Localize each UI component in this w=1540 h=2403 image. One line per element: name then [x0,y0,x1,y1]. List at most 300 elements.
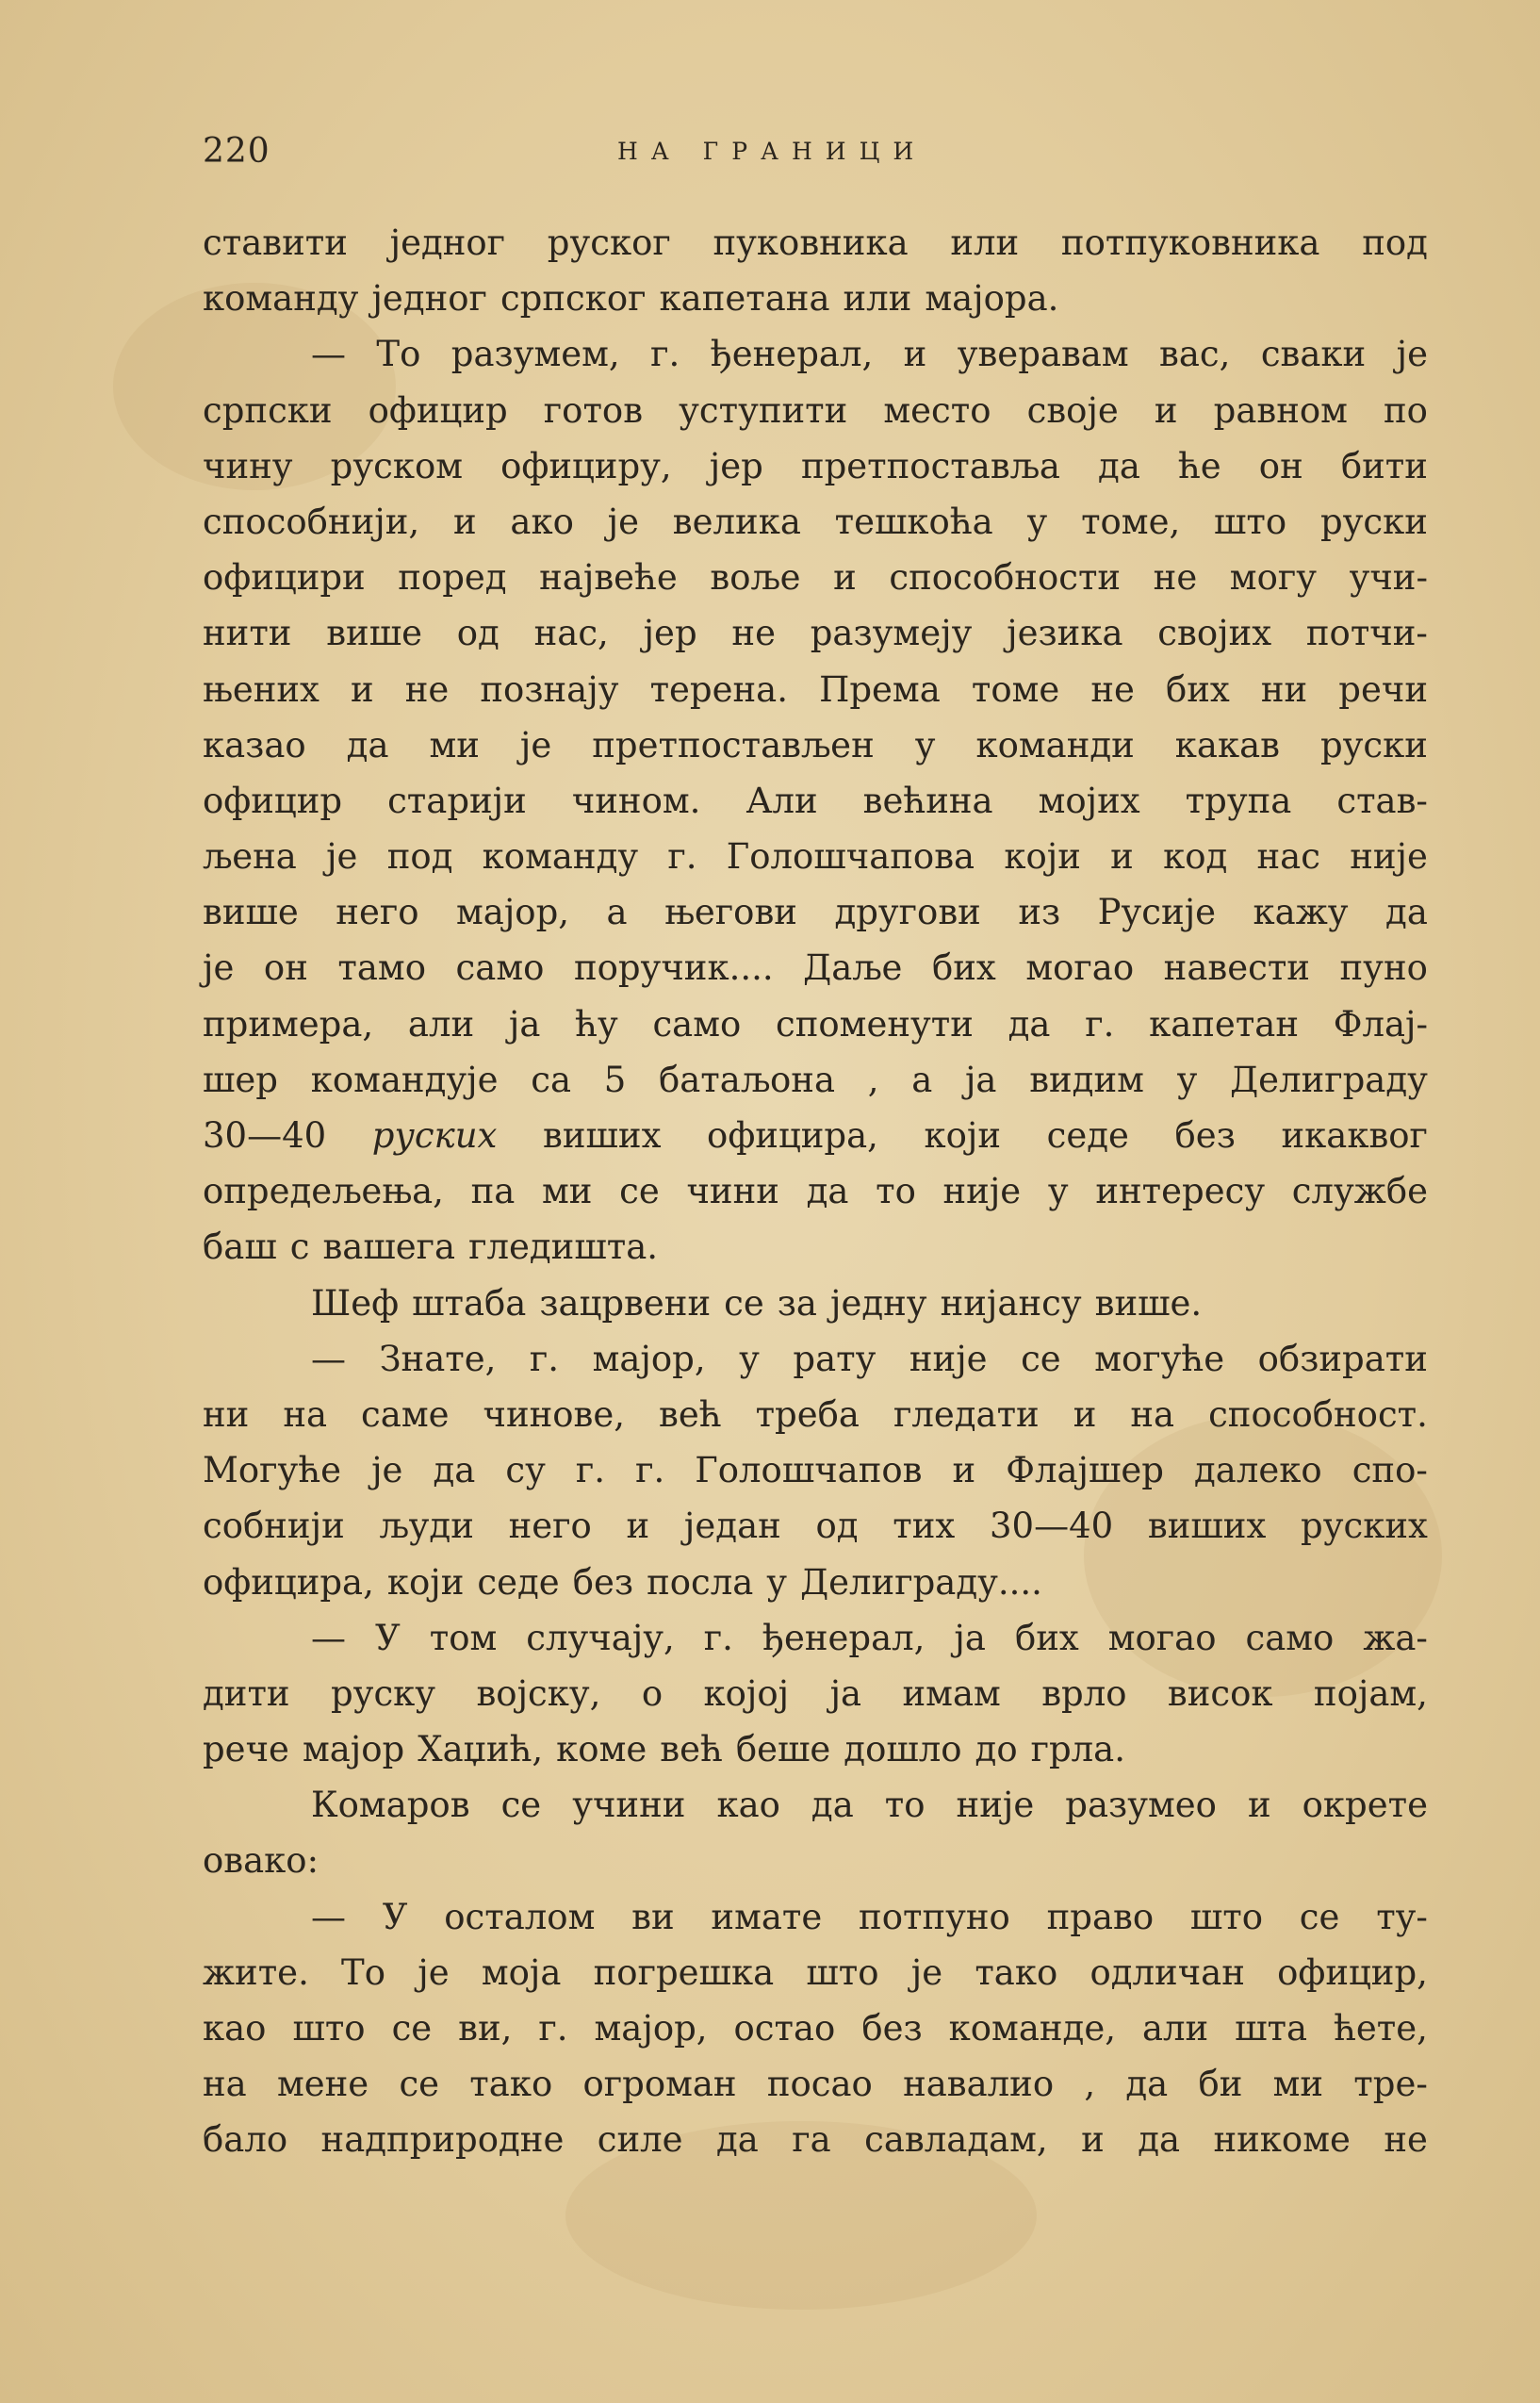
text-line [203,550,1428,605]
word: ђенерал, [710,334,874,375]
word: тре- [1353,2064,1428,2105]
text-line [203,383,1428,438]
word: на [1130,1393,1175,1435]
word: какав [1174,724,1280,765]
word: не [731,613,776,654]
text-line [203,1331,1428,1387]
word: имате [711,1896,823,1937]
word: место [883,389,991,431]
word: Знате, [379,1338,497,1379]
word: и [1154,389,1178,431]
word: него [336,892,419,933]
text-line [203,2112,1428,2167]
word: у [1026,501,1048,542]
text-line [203,1889,1428,1945]
word: је [519,724,552,765]
word: ми [429,724,480,765]
word: него [508,1506,592,1547]
word: врло [1041,1672,1127,1714]
word: ако [510,501,574,542]
word: да [1125,2064,1169,2105]
word: официру, [500,445,672,486]
text-line [203,1387,1428,1442]
word: воље [710,557,801,599]
word: у [1176,1059,1198,1100]
text-line [203,1442,1428,1498]
word: спо- [1352,1450,1428,1491]
word: да [806,1171,849,1212]
word: на [203,2064,247,2105]
text-line [203,326,1428,382]
word: руских [1301,1506,1428,1547]
word: као [716,1785,780,1826]
word: се [1299,1896,1340,1937]
word: г. [650,334,680,375]
word: поред [398,557,507,599]
word: пуно [1339,947,1428,989]
word: већ [659,1393,722,1435]
word: једну [830,1282,927,1324]
text-line [203,1163,1428,1219]
word: ћу [575,1003,618,1045]
text-line [203,2056,1428,2112]
word: одличан [1089,1951,1245,1993]
word: више [326,613,423,654]
word: јер [709,445,763,486]
word: бих [1165,668,1230,710]
word: којој [703,1672,790,1714]
word: је [203,947,235,989]
word: је [371,1450,403,1491]
word: па [470,1171,516,1212]
word: том [429,1617,498,1658]
word: што [1189,1896,1264,1937]
word: о [641,1672,664,1714]
word: ћете, [1334,2008,1428,2049]
word: руску [330,1672,436,1714]
word: навести [1163,947,1310,989]
word: бити [1340,445,1428,486]
word: чину [203,445,293,486]
word: бало [203,2119,288,2161]
word: погрешка [593,1951,775,1993]
page-number: 220 [203,132,270,171]
word: за [777,1282,817,1324]
word: баш [203,1226,277,1268]
word: капетана [659,278,830,320]
word: официра, [203,1561,374,1603]
word: — [311,1338,346,1379]
word: он [1258,445,1303,486]
text-line [203,884,1428,940]
word: способности [889,557,1122,599]
word: г. [538,2008,568,2049]
word: став- [1336,780,1428,821]
word: бих [1014,1617,1079,1658]
text-line [203,829,1428,884]
word: могао [1107,1617,1217,1658]
word: ја [829,1672,862,1714]
word: чинове, [483,1393,626,1435]
word: ја [508,1003,541,1045]
word: његови [664,892,797,933]
word: се [399,2064,440,2105]
word: собнији [203,1506,345,1547]
word: ту- [1376,1896,1428,1937]
word: остао [733,2008,836,2049]
word: огроман [582,2064,737,2105]
word: се [391,2008,433,2049]
word: беше [735,1729,831,1770]
word: Комаров [311,1785,470,1826]
word: тих [893,1506,956,1547]
word: вас, [1159,334,1231,375]
word: Према [819,668,941,710]
word: јер [643,613,697,654]
word: не [1384,2119,1428,2161]
word: официра, [707,1115,878,1156]
word: — [311,334,346,375]
word: тамо [337,947,426,989]
word: је [418,1951,450,1993]
word: официр, [1277,1951,1428,1993]
word: трупа [1185,780,1292,821]
word: грла. [1030,1729,1125,1770]
word: терена. [649,668,788,710]
word: од [456,613,500,654]
word: разумео [1065,1785,1217,1826]
word: навалио [903,2064,1055,2105]
word: само [455,947,545,989]
word: српски [203,389,333,431]
word: официр [203,780,343,821]
word: ће [1177,445,1221,486]
word: седе [1046,1115,1129,1156]
word: имам [902,1672,1001,1714]
word: гледати [893,1393,1040,1435]
word: нијансу [940,1282,1082,1324]
text-line [203,773,1428,829]
word: да [1098,445,1140,486]
word: тако [975,1951,1058,1993]
word: и [952,1450,976,1491]
word: ђенерал, [762,1617,926,1658]
word: познају [480,668,619,710]
word: То [376,334,421,375]
word: старији [387,780,527,821]
word: осталом [444,1896,596,1937]
word: батаљона [658,1059,836,1100]
word: рече [203,1729,289,1770]
word: примера, [203,1003,374,1045]
word: виших [1147,1506,1267,1547]
word: мене [276,2064,369,2105]
word: који [924,1115,1002,1156]
word: казао [203,724,306,765]
word: ви [631,1896,675,1937]
word: један [683,1506,781,1547]
word: и [903,334,927,375]
word: споменути [776,1003,974,1045]
word: не [1153,557,1198,599]
word: жите. [203,1951,309,1993]
word: руског [547,222,671,263]
word: г. [667,836,697,878]
word: далеко [1194,1450,1322,1491]
word: треба [755,1393,860,1435]
word: ставити [203,222,348,263]
word: рату [793,1338,876,1379]
word: који [1004,836,1081,878]
word: г. [635,1450,665,1491]
word: Шеф [311,1282,400,1324]
word: у [766,1561,788,1603]
word: потчи- [1305,613,1428,654]
word: гледишта. [468,1226,659,1268]
word: да [1138,2119,1181,2161]
word: опредељења, [203,1171,444,1212]
word: окрете [1302,1785,1428,1826]
word: без [861,2008,923,2049]
word: није [942,1171,1022,1212]
word: који [386,1561,465,1603]
word: и [626,1506,650,1547]
word: ја [954,1617,986,1658]
word: мајор, [594,2008,708,2049]
word: тако [469,2064,553,2105]
word: могао [1025,947,1135,989]
word: — [311,1617,346,1658]
word: право [1046,1896,1155,1937]
word: од [815,1506,859,1547]
word: се [619,1171,660,1212]
word: и [1073,1393,1097,1435]
word: али [407,1003,475,1045]
word: учини [572,1785,686,1826]
word: по [1384,389,1428,431]
word: више. [1094,1282,1203,1324]
word: шер [203,1059,278,1100]
word: мајор [302,1729,405,1770]
word: са [531,1059,571,1100]
word: мојих [1038,780,1140,821]
word: Делиграду.... [800,1561,1042,1603]
text-line [203,1219,1428,1275]
word: али [1141,2008,1209,2049]
word: моја [481,1951,562,1993]
word: пуковника [713,222,909,263]
word: чини [686,1171,779,1212]
word: њених [203,668,319,710]
word: тешкоћа [834,501,993,542]
word: ни [203,1393,250,1435]
word: мајор, [592,1338,706,1379]
word: без [572,1561,634,1603]
text-line [203,1610,1428,1666]
word: коме [556,1729,647,1770]
word: команде, [948,2008,1116,2049]
word: је [910,1951,943,1993]
word: нас [1256,836,1320,878]
word: претпостављен [592,724,875,765]
word: Русије [1097,892,1217,933]
word: се [500,1785,542,1826]
text-line [203,1777,1428,1833]
word: у [739,1338,760,1379]
word: руски [1319,724,1428,765]
word: вашега [322,1226,456,1268]
word: Голошчапов [695,1450,923,1491]
word: а [606,892,628,933]
word: то [876,1171,916,1212]
word: Даље [803,947,903,989]
word: и [1081,2119,1105,2161]
word: у [1047,1171,1069,1212]
word: томе, [1081,501,1181,542]
word: би [1198,2064,1243,2105]
text-line [203,1555,1428,1610]
word: под [386,836,453,878]
word: икаквог [1281,1115,1428,1156]
word: без [1174,1115,1236,1156]
word: Али [745,780,818,821]
word: до [975,1729,1018,1770]
text-line [203,996,1428,1052]
word: 30—40 [990,1506,1114,1547]
word: већ [660,1729,723,1770]
word: То [341,1951,386,1993]
word: бих [931,947,996,989]
text-line [203,1108,1428,1163]
text-line [203,494,1428,550]
word: официр [368,389,508,431]
text-line [203,717,1428,773]
word: ми [542,1171,593,1212]
word: ви, [458,2008,513,2049]
word: силе [597,2119,683,2161]
word: У [382,1896,408,1937]
word: у [914,724,936,765]
word: мајор, [455,892,570,933]
word: учи- [1349,557,1428,599]
word: жа- [1363,1617,1428,1658]
word: висок [1167,1672,1273,1714]
word: или [950,222,1020,263]
word: саме [361,1393,450,1435]
word: и [1247,1785,1271,1826]
word: и [1110,836,1134,878]
word: већина [862,780,993,821]
word: зацрвени [539,1282,712,1324]
word: на [283,1393,328,1435]
word: 30—40 [203,1115,327,1156]
word: претпоставља [800,445,1060,486]
word: или [843,278,912,320]
word: с [289,1226,310,1268]
word: то [884,1785,926,1826]
text-line [203,271,1428,326]
word: појам, [1313,1672,1428,1714]
text-line [203,1833,1428,1888]
word: обзирати [1257,1338,1428,1379]
word: једног [389,222,506,263]
word: У [374,1617,401,1658]
word: видим [1029,1059,1144,1100]
word: да [811,1785,854,1826]
word: дошло [844,1729,962,1770]
word: да [346,724,389,765]
word: Хаџић, [418,1729,544,1770]
text-line [203,438,1428,494]
body-text [203,215,1428,2168]
word: сваки [1260,334,1367,375]
word: је [1396,334,1428,375]
word: равном [1213,389,1348,431]
word: не [404,668,450,710]
word: команди [975,724,1135,765]
text-line [203,1052,1428,1108]
word: људи [379,1506,474,1547]
word: другови [834,892,981,933]
word: се [724,1282,764,1324]
word: једног [371,278,487,320]
text-line [203,605,1428,661]
word: су [505,1450,546,1491]
word: својих [1157,613,1272,654]
text-line [203,1498,1428,1554]
word: интересу [1095,1171,1266,1212]
word: поручик.... [573,947,774,989]
word: је [607,501,640,542]
word: овако: [203,1840,319,1882]
word: под [1362,222,1428,263]
word: само [652,1003,742,1045]
word: а [911,1059,933,1100]
word: могуће [1094,1338,1225,1379]
word: седе [477,1561,560,1603]
word: руском [330,445,464,486]
word: речи [1338,668,1428,710]
word: више [203,892,299,933]
word: способнији, [203,501,420,542]
page-header [203,132,1442,179]
word: разумеју [810,613,973,654]
word: официри [203,557,366,599]
text-line [203,2000,1428,2056]
word: никоме [1213,2119,1351,2161]
word: руских [371,1115,498,1156]
word: разумем, [451,334,620,375]
word: се [1021,1338,1061,1379]
word: код [1163,836,1228,878]
word: је [326,836,358,878]
word: што [292,2008,366,2049]
word: готов [543,389,644,431]
word: кажу [1253,892,1349,933]
word: га [792,2119,831,2161]
word: није [1350,836,1428,878]
word: штаба [412,1282,527,1324]
word: команду [482,836,639,878]
running-title: НА ГРАНИЦИ [617,138,927,165]
word: да [716,2119,759,2161]
text-line [203,940,1428,996]
word: командује [310,1059,499,1100]
text-line [203,1721,1428,1777]
word: из [1018,892,1061,933]
word: случају, [526,1617,675,1658]
word: уверавам [957,334,1129,375]
